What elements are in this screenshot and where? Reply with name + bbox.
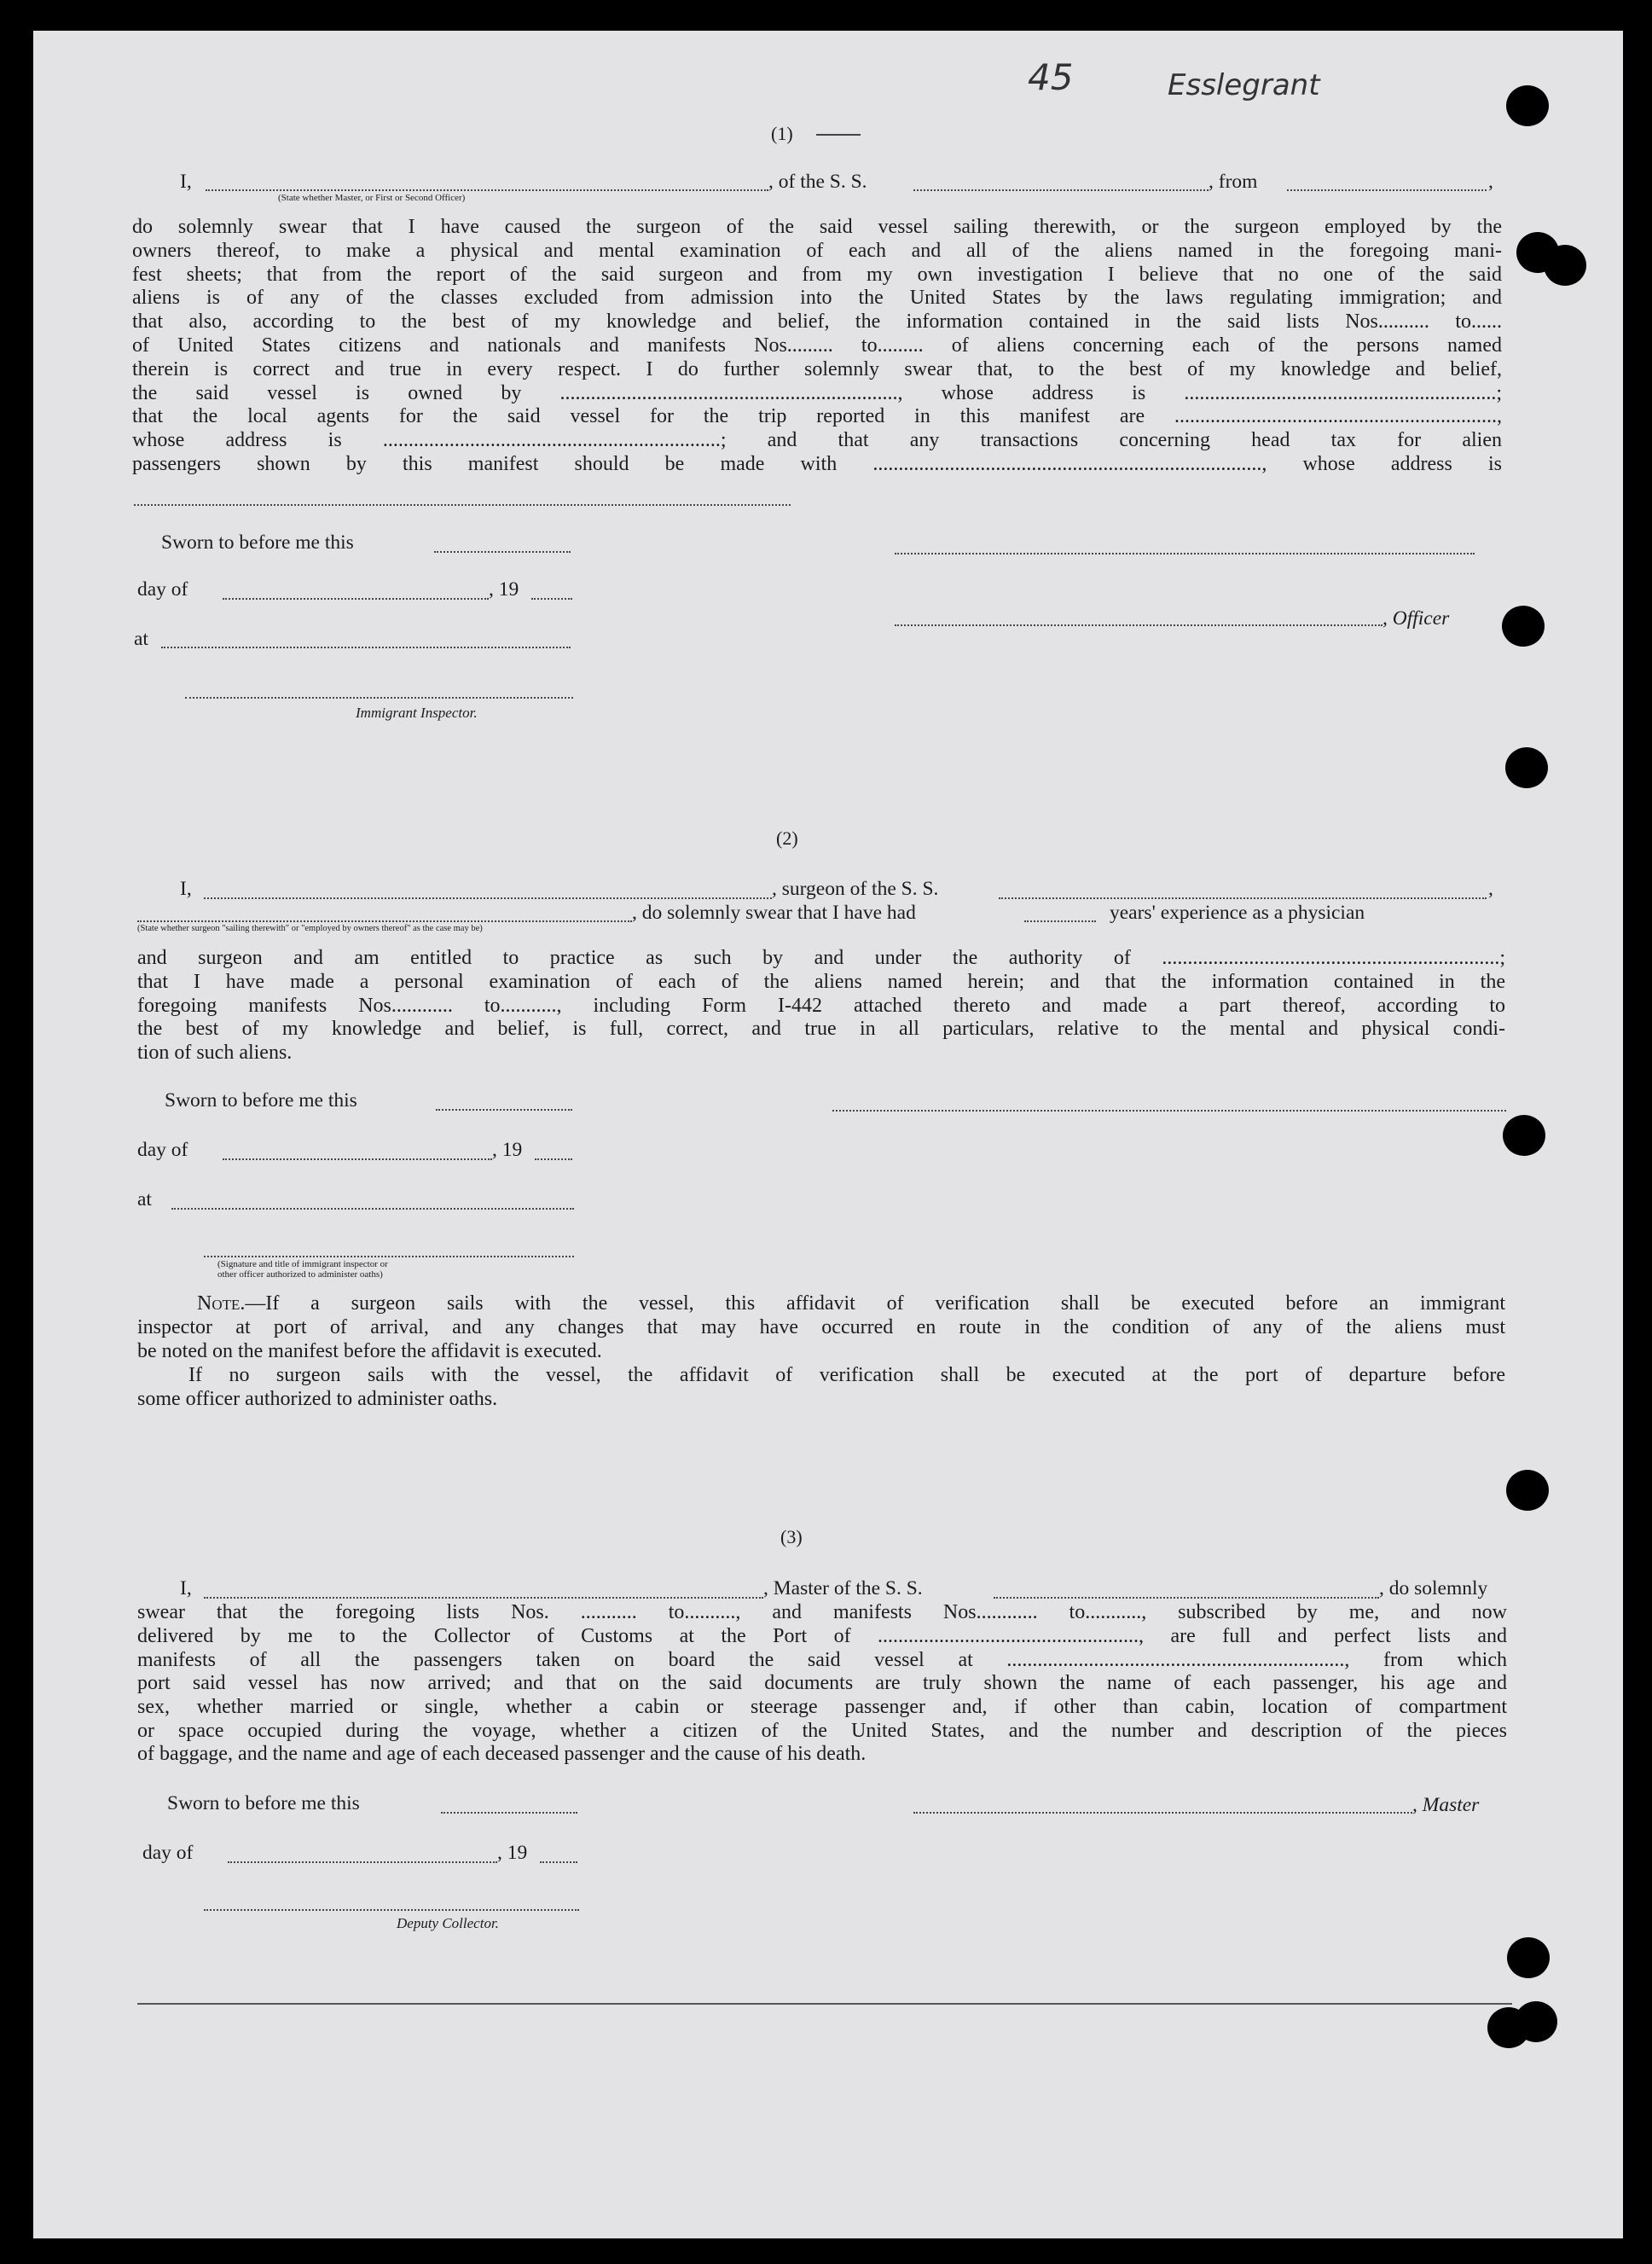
paragraph-line: of baggage, and the name and age of each deceased passenger and the cause of his death. bbox=[137, 1743, 867, 1765]
paragraph-line: that also, according to the best of my knowledge and belief, the information contained in the said lists Nos.......... to...... bbox=[132, 311, 1502, 334]
paragraph-line: inspector at port of arrival, and any changes that may have occurred en route in the condition of any of the aliens must bbox=[137, 1315, 1505, 1338]
blank-line bbox=[441, 1812, 577, 1814]
punch-hole bbox=[1503, 1115, 1545, 1156]
punch-hole bbox=[1506, 1470, 1549, 1511]
day-of-label: day of bbox=[142, 1842, 194, 1864]
swear-label: , do solemnly swear that I have had bbox=[632, 902, 916, 924]
paragraph-line: aliens is of any of the classes excluded from admission into the United States by the laws regulating immigration; and bbox=[132, 287, 1502, 310]
oath-paragraph bbox=[137, 947, 1505, 1042]
at-label: at bbox=[134, 628, 148, 650]
oath-intro: I, bbox=[180, 1577, 192, 1599]
blank-line bbox=[540, 1861, 577, 1863]
section-number: (3) bbox=[780, 1526, 803, 1547]
from-label: , from bbox=[1209, 171, 1258, 193]
paragraph-line: whose address is ..................................................................; and that any transactions concerning head tax for alien bbox=[132, 429, 1502, 452]
blank-line bbox=[134, 504, 791, 506]
signature-line bbox=[832, 1110, 1506, 1112]
paragraph-line: and surgeon and am entitled to practice as such by and under the authority of ..................................................................; bbox=[137, 947, 1505, 969]
year-label: , 19 bbox=[489, 578, 519, 601]
at-label: at bbox=[137, 1188, 152, 1210]
paragraph-line bbox=[137, 1292, 1505, 1316]
oath-paragraph bbox=[137, 1601, 1507, 1744]
surgeon-label: , surgeon of the S. S. bbox=[772, 878, 939, 900]
blank-line bbox=[223, 598, 489, 600]
blank-line bbox=[913, 189, 1209, 191]
blank-line bbox=[204, 897, 772, 899]
year-label: , 19 bbox=[497, 1842, 528, 1864]
oath-intro: I, bbox=[180, 878, 192, 900]
page-number-handwritten: 45 bbox=[1028, 56, 1074, 98]
comma: , bbox=[1488, 171, 1493, 193]
sworn-label: Sworn to before me this bbox=[161, 531, 354, 554]
oath-intro: I, bbox=[180, 171, 192, 193]
deputy-caption: Deputy Collector. bbox=[397, 1915, 499, 1931]
note-paragraph bbox=[137, 1364, 1505, 1388]
blank-line bbox=[434, 551, 571, 553]
signature-line bbox=[185, 697, 573, 699]
punch-hole bbox=[1505, 747, 1548, 788]
blank-line bbox=[531, 598, 572, 600]
paragraph-line: manifests of all the passengers taken on board the said vessel at .................................................................., from which bbox=[137, 1648, 1507, 1671]
field-caption: (State whether surgeon "sailing therewith" or "employed by owners thereof" as the case may be) bbox=[137, 924, 483, 933]
section-number: (2) bbox=[776, 827, 798, 849]
officer-label: , Officer bbox=[1382, 607, 1450, 630]
blank-line bbox=[535, 1158, 572, 1160]
master-signature-label: , Master bbox=[1412, 1794, 1480, 1816]
document-page bbox=[33, 31, 1623, 2238]
note-paragraph bbox=[137, 1292, 1505, 1340]
blank-line bbox=[161, 647, 571, 648]
ship-label: , of the S. S. bbox=[768, 171, 867, 193]
blank-line bbox=[206, 189, 768, 191]
punch-hole bbox=[1502, 606, 1545, 647]
sworn-label: Sworn to before me this bbox=[165, 1089, 357, 1112]
paragraph-line: swear that the foregoing lists Nos. ........... to.........., and manifests Nos............ to..........., subscribed by me, and now bbox=[137, 1601, 1507, 1623]
comma: , bbox=[1488, 878, 1493, 900]
punch-hole bbox=[1487, 2007, 1530, 2048]
blank-line bbox=[228, 1861, 497, 1863]
blank-line bbox=[137, 920, 632, 922]
signature-caption: other officer authorized to administer oaths) bbox=[217, 1269, 383, 1280]
signature-line bbox=[204, 1256, 574, 1257]
day-of-label: day of bbox=[137, 1139, 188, 1161]
sworn-label: Sworn to before me this bbox=[167, 1792, 360, 1814]
signature-line bbox=[204, 1909, 579, 1911]
punch-hole bbox=[1507, 1937, 1550, 1978]
oath-paragraph bbox=[132, 216, 1502, 477]
paragraph-line: sex, whether married or single, whether a cabin or steerage passenger and, if other than cabin, location of compartment bbox=[137, 1696, 1507, 1719]
paragraph-line: fest sheets; that from the report of the said surgeon and from my own investigation I believe that no one of the said bbox=[132, 263, 1502, 286]
rule bbox=[816, 134, 861, 136]
swear-label: , do solemnly bbox=[1379, 1577, 1488, 1599]
paragraph-line: some officer authorized to administer oaths. bbox=[137, 1388, 498, 1410]
day-of-label: day of bbox=[137, 578, 188, 601]
signature-line bbox=[895, 553, 1475, 554]
paragraph-line: foregoing manifests Nos............ to..........., including Form I-442 attached thereto and made a part thereof, according to bbox=[137, 994, 1505, 1017]
years-label: years' experience as a physician bbox=[1110, 902, 1365, 924]
paragraph-line: of United States citizens and nationals and manifests Nos......... to......... of aliens concerning each of the persons named bbox=[132, 334, 1502, 357]
blank-line bbox=[994, 1597, 1379, 1599]
section-number: (1) bbox=[771, 123, 793, 144]
paragraph-line: If no surgeon sails with the vessel, the affidavit of verification shall be executed at the port of departure before bbox=[188, 1364, 1505, 1386]
blank-line bbox=[171, 1208, 574, 1210]
paragraph-line: passengers shown by this manifest should be made with ............................................................................, whose address is bbox=[132, 452, 1502, 475]
note-label: Note. bbox=[197, 1292, 246, 1315]
paragraph-line: be noted on the manifest before the affidavit is executed. bbox=[137, 1340, 602, 1362]
paragraph-line: the said vessel is owned by .................................................................., whose address is .............................................................; bbox=[132, 381, 1502, 404]
bottom-rule bbox=[137, 2003, 1512, 2005]
blank-line bbox=[223, 1158, 492, 1160]
punch-hole bbox=[1544, 245, 1586, 286]
paragraph-line: port said vessel has now arrived; and that on the said documents are truly shown the name of each passenger, his age and bbox=[137, 1672, 1507, 1695]
blank-line bbox=[1287, 189, 1487, 191]
paragraph-line: therein is correct and true in every respect. I do further solemnly swear that, to the best of my knowledge and belief, bbox=[132, 357, 1502, 380]
blank-line bbox=[204, 1597, 763, 1599]
signature-caption: (Signature and title of immigrant inspector or bbox=[217, 1259, 388, 1269]
paragraph-line: or space occupied during the voyage, whether a citizen of the United States, and the number and description of the pieces bbox=[137, 1719, 1507, 1742]
field-caption: (State whether Master, or First or Second Officer) bbox=[278, 193, 466, 203]
paragraph-line: owners thereof, to make a physical and mental examination of each and all of the aliens named in the foregoing mani- bbox=[132, 239, 1502, 262]
paragraph-line: tion of such aliens. bbox=[137, 1042, 293, 1064]
year-label: , 19 bbox=[492, 1139, 523, 1161]
paragraph-line: that I have made a personal examination of each of the aliens named herein; and that the information contained in the bbox=[137, 970, 1505, 993]
signature-line bbox=[913, 1812, 1412, 1814]
inspector-caption: Immigrant Inspector. bbox=[356, 705, 478, 721]
paragraph-line: that the local agents for the said vessel for the trip reported in this manifest are ..............................................................., bbox=[132, 405, 1502, 428]
paragraph-line: do solemnly swear that I have caused the surgeon of the said vessel sailing therewith, or the surgeon employed by the bbox=[132, 216, 1502, 238]
signature-line bbox=[895, 624, 1382, 626]
master-label: , Master of the S. S. bbox=[763, 1577, 923, 1599]
note-text: —If a surgeon sails with the vessel, this affidavit of verification shall be executed before an immigrant bbox=[245, 1292, 1505, 1315]
paragraph-line: the best of my knowledge and belief, is full, correct, and true in all particulars, relative to the mental and physical condi- bbox=[137, 1018, 1505, 1041]
blank-line bbox=[999, 897, 1487, 899]
blank-line bbox=[1024, 920, 1096, 922]
punch-hole bbox=[1506, 85, 1549, 126]
blank-line bbox=[436, 1109, 572, 1111]
handwritten-name: Esslegrant bbox=[1168, 68, 1320, 102]
paragraph-line: delivered by me to the Collector of Customs at the Port of ..................................................., are full and perfect lists and bbox=[137, 1624, 1507, 1647]
